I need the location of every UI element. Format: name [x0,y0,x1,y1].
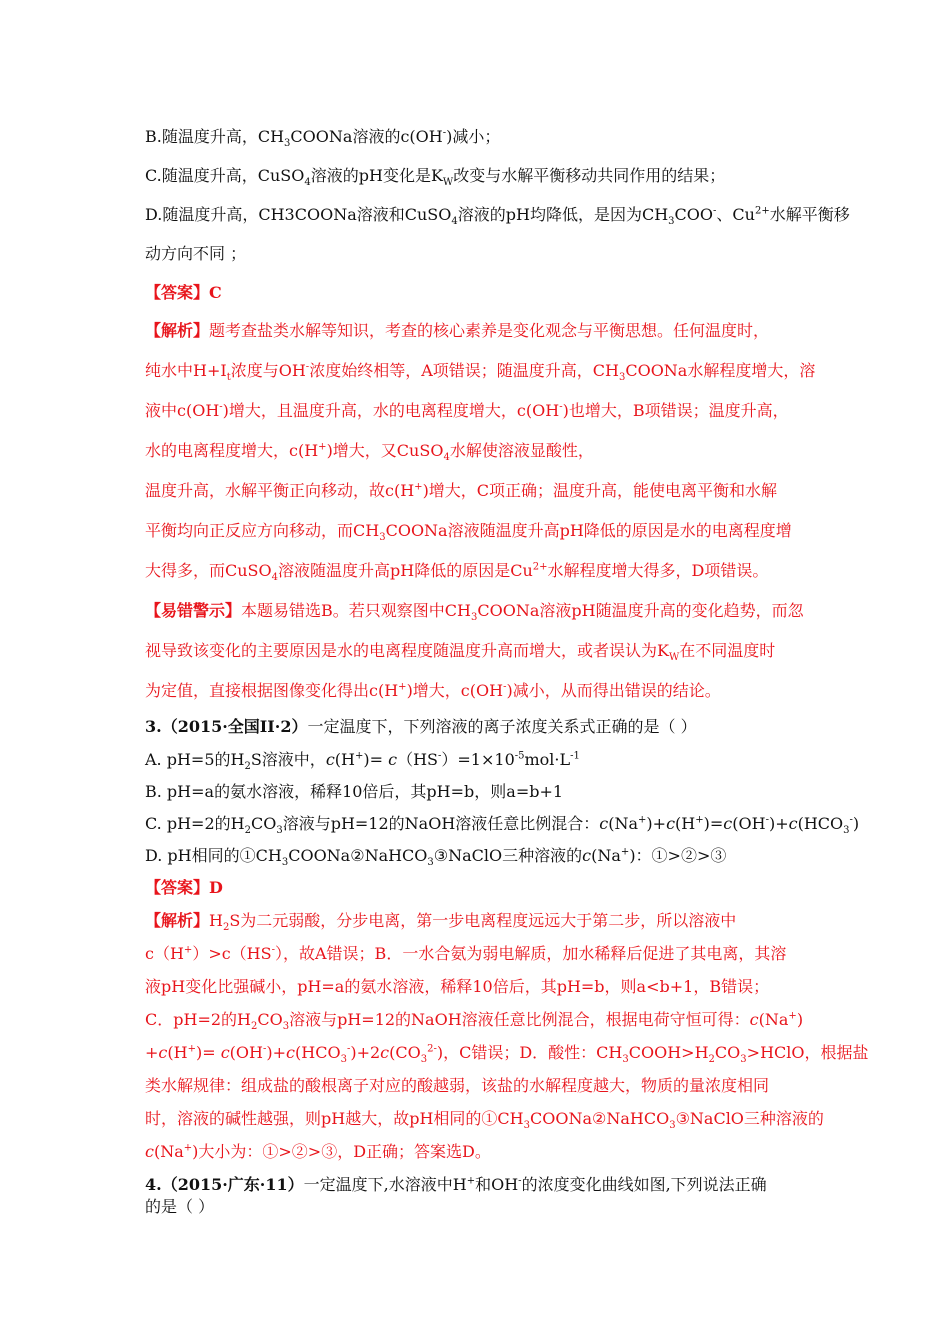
text-run: W [442,177,454,189]
text-line-r7 [145,520,792,542]
text-run: 2 [244,761,251,773]
text-run: c [599,814,609,833]
text-run: 2 [250,1021,258,1033]
text-run: )大小为：①>②>③，D正确；答案选D。 [192,1142,491,1161]
text-line-r11 [145,680,721,702]
text-run: D. pH相同的①CH [145,846,282,865]
text-run: (Na [758,1010,789,1029]
text-run: c [788,814,798,833]
text-run: - [518,1175,522,1187]
text-run: 和OH [475,1175,519,1194]
text-run: (CO [389,1043,421,1062]
text-run: 的浓度变化曲线如图,下列说法正确 [521,1175,767,1194]
text-run: 4 [443,452,450,464]
text-run: + [466,1175,476,1187]
text-run: 3 [340,1054,347,1066]
text-run: 动方向不同 ； [145,244,247,263]
text-run: c [582,846,592,865]
question-number: 3.（2015·全国II·2） [145,717,308,736]
text-run: - [713,205,717,217]
text-line-r4 [145,400,789,422]
text-run: 液中c(OH [145,401,220,420]
text-run: c [325,750,335,769]
text-run: (Na [608,814,639,833]
text-run: 题考查盐类水解等知识，考查的核心素养是变化观念与平衡思想。任何温度时， [209,321,770,340]
text-line-r2 [145,320,769,342]
text-line-r17 [145,1042,869,1064]
text-run: W [668,652,680,664]
text-run: 水的电离程度增大，c(H [145,441,319,460]
text-line-q3c [145,813,859,835]
text-line-r14 [145,943,786,965]
text-run: C.随温度升高，CuSO [145,166,305,185]
text-run: mol·L [524,750,571,769]
text-run: 2 [708,1054,715,1066]
text-run: COO [674,205,714,224]
text-run: -1 [570,750,580,762]
section-label: 【易错警示】 [145,601,242,620]
text-run: )也增大，B项错误；温度升高， [562,401,789,420]
text-run: S为二元弱酸，分步电离，第一步电离程度远远大于第二步，所以溶液中 [229,911,737,930]
text-run: ）=1×10 [441,750,515,769]
text-run: 温度升高，水解平衡正向移动，故c(H [145,481,415,500]
text-line-q3b [145,781,563,803]
text-run: 液pH变化比强碱小，pH=a的氨水溶液，稀释10倍后，其pH=b，则a<b+1，B错误； [145,977,770,996]
text-run: B. pH=a的氨水溶液，稀释10倍后，其pH=b，则a=b+1 [145,782,564,801]
text-run: )减小； [446,127,501,146]
text-run: + [398,681,407,693]
text-run: 的是（ ） [145,1197,215,1216]
text-run: ) [796,1010,804,1029]
text-run: 改变与水解平衡移动共同作用的结果； [453,166,726,185]
text-run: 在不同温度时 [679,641,776,660]
text-run: )：①>②>③ [629,846,727,865]
text-run: ③NaClO三种溶液的 [433,846,583,865]
text-run: (H [675,814,696,833]
text-run: >HClO，根据盐 [746,1043,869,1062]
text-run: ③NaClO三种溶液的 [675,1109,824,1128]
text-run: - [346,1043,351,1055]
text-run: 3 [740,1054,747,1066]
text-line-r15 [145,976,769,998]
text-run: + [187,1043,196,1055]
text-line-r16 [145,1009,803,1031]
text-line-b1 [145,126,500,148]
text-run: 3 [420,1054,428,1066]
text-run: 3 [379,532,386,544]
text-line-b3 [145,204,850,226]
text-line-q4 [145,1174,767,1196]
text-run: 一定温度下，下列溶液的离子浓度关系式正确的是（ ） [307,717,697,736]
text-run: )+ [768,814,789,833]
text-run: COONa②NaHCO [288,846,428,865]
text-run: )= [363,750,389,769]
text-run: - [262,1043,267,1055]
text-run: 3 [618,372,626,384]
text-run: c [666,814,676,833]
text-run: 2+ [532,561,548,573]
text-run: 溶液随温度升高pH降低的原因是Cu [278,561,533,580]
text-run: (H [334,750,355,769]
text-line-r6 [145,480,777,502]
text-run: - [305,361,310,373]
text-line-q3a [145,749,580,771]
text-run: C. pH=2的H [145,814,245,833]
text-run: D.随温度升高，CH3COONa溶液和CuSO [145,205,452,224]
text-line-r13 [145,910,736,932]
text-run: 3 [282,1021,290,1033]
text-run: (HCO [295,1043,341,1062]
text-run: H [209,911,223,930]
text-run: )减小，从而得出错误的结论。 [506,681,721,700]
text-line-b4 [145,243,246,265]
text-line-r12 [145,877,223,899]
text-run: + [183,944,193,956]
text-run: 平衡均向正反应方向移动，而CH [145,521,380,540]
text-run: )增大，c(OH [406,681,504,700]
question-number: 4.（2015·广东·11） [145,1175,304,1194]
text-run: CO [257,1010,283,1029]
text-run: 一定温度下,水溶液中H [303,1175,467,1194]
text-run: 水解使溶液显酸性， [449,441,594,460]
text-run: 3 [284,138,291,150]
text-run: - [442,127,447,139]
text-run: )增大，且温度升高，水的电离程度增大，c(OH [222,401,560,420]
text-run: + [183,1142,193,1154]
text-run: 溶液的pH变化是K [310,166,443,185]
text-run: )= [703,814,724,833]
text-run: COONa水解程度增大，溶 [625,361,816,380]
text-run: 溶液的pH均降低，是因为CH [457,205,669,224]
text-run: c [158,1043,168,1062]
text-run: - [503,681,507,693]
text-run: (H [167,1043,188,1062]
text-line-r3 [145,360,815,382]
text-run: 2- [427,1043,437,1055]
text-run: + [414,481,423,493]
text-run: c [388,750,398,769]
text-run: 4 [271,572,279,584]
text-run: 视导致该变化的主要原因是水的电离程度随温度升高而增大，或者误认为K [145,641,669,660]
text-run: + [145,1043,159,1062]
text-run: c [220,1043,230,1062]
text-run: - [438,750,442,762]
text-run: - [765,814,769,826]
text-run: 2 [244,825,251,837]
text-run: COONa②NaHCO [529,1109,670,1128]
text-run: + [318,441,327,453]
text-run: + [620,846,630,858]
text-run: )，C错误；D．酸性：CH [436,1043,623,1062]
text-run: 溶液与pH=12的NaOH溶液任意比例混合： [282,814,600,833]
text-run: c [145,1142,154,1161]
text-line-r10 [145,640,775,662]
text-run: CO [250,814,277,833]
text-run: 类水解规律：组成盐的酸根离子对应的酸越弱，该盐的水解程度越大，物质的量浓度相同 [145,1076,770,1095]
text-run: 3 [669,1120,676,1132]
text-run: 3 [622,1054,629,1066]
text-run: COOH>H [628,1043,709,1062]
text-line-q3 [145,716,697,738]
text-run: + [638,814,647,826]
text-run: 水解程度增大得多，D项错误。 [547,561,769,580]
text-run: 大得多，而CuSO [145,561,272,580]
text-run: (OH [732,814,766,833]
text-line-r1 [145,282,222,304]
text-run: c [380,1043,390,1062]
text-run: )增大，C项正确；温度升高，能使电离平衡和水解 [422,481,778,500]
text-run: )+ [646,814,667,833]
text-run: -5 [514,750,525,762]
section-label: 【答案】C [145,283,222,302]
text-line-q3d [145,845,726,867]
text-line-r18 [145,1075,769,1097]
text-run: (HCO [797,814,844,833]
text-run: 水解平衡移 [769,205,850,224]
text-run: c [286,1043,295,1062]
text-line-r5 [145,440,594,462]
text-run: 2+ [754,205,770,217]
text-run: ），故A错误；B．一水合氨为弱电解质，加水稀释后促进了其电离，其溶 [275,944,787,963]
text-run: + [354,750,364,762]
text-run: 溶液与pH=12的NaOH溶液任意比例混合，根据电荷守恒可得： [289,1010,750,1029]
text-run: c [749,1010,759,1029]
section-label: 【解析】 [145,321,210,340]
text-run: c [723,814,733,833]
text-run: )+2 [350,1043,381,1062]
text-run: 3 [427,857,434,869]
text-run: 纯水中H+I [145,361,227,380]
text-line-r20 [145,1141,491,1163]
text-line-b2 [145,165,725,187]
text-run: (OH [229,1043,263,1062]
text-run: )+ [266,1043,287,1062]
text-run: + [695,814,704,826]
text-run: 3 [668,216,675,228]
text-run: - [849,814,853,826]
text-run: )增大，又CuSO [326,441,444,460]
text-run: 3 [276,825,283,837]
text-line-r8 [145,560,768,582]
section-label: 【答案】D [145,878,223,897]
text-run: 、Cu [716,205,755,224]
text-run: 2 [222,922,230,934]
text-run: CO [714,1043,741,1062]
text-run: (Na [591,846,621,865]
text-run: ）>c（HS [192,944,272,963]
text-run: 浓度始终相等，A项错误；随温度升高，CH [309,361,619,380]
text-run: COONa溶液的c(OH [290,127,443,146]
text-run: )= [195,1043,221,1062]
text-run: 时，溶液的碱性越强，则pH越大，故pH相同的①CH [145,1109,524,1128]
text-run: 为定值，直接根据图像变化得出c(H [145,681,399,700]
text-line-r9 [145,600,804,622]
text-line-r19 [145,1108,824,1130]
text-run: 3 [523,1120,530,1132]
text-run: 4 [451,216,458,228]
text-run: C．pH=2的H [145,1010,251,1029]
section-label: 【解析】 [145,911,210,930]
text-run: 3 [843,825,850,837]
text-run: (Na [153,1142,184,1161]
text-run: （HS [397,750,438,769]
text-run: B.随温度升高，CH [145,127,285,146]
text-run: COONa溶液随温度升高pH降低的原因是水的电离程度增 [385,521,792,540]
text-run: A. pH=5的H [145,750,245,769]
text-run: 浓度与OH [230,361,306,380]
text-run: - [559,401,563,413]
text-run: 本题易错选B。若只观察图中CH [241,601,471,620]
text-run: 4 [304,177,311,189]
text-run: S溶液中， [250,750,326,769]
text-run: 3 [470,612,478,624]
text-run: COONa溶液pH随温度升高的变化趋势，而忽 [477,601,804,620]
text-line-q4b [145,1196,214,1218]
text-run: c（H [145,944,184,963]
text-run: 3 [281,857,289,869]
text-run: ) [852,814,860,833]
text-run: - [219,401,223,413]
text-run: - [271,944,275,956]
text-run: t [226,372,231,384]
text-run: + [788,1010,797,1022]
